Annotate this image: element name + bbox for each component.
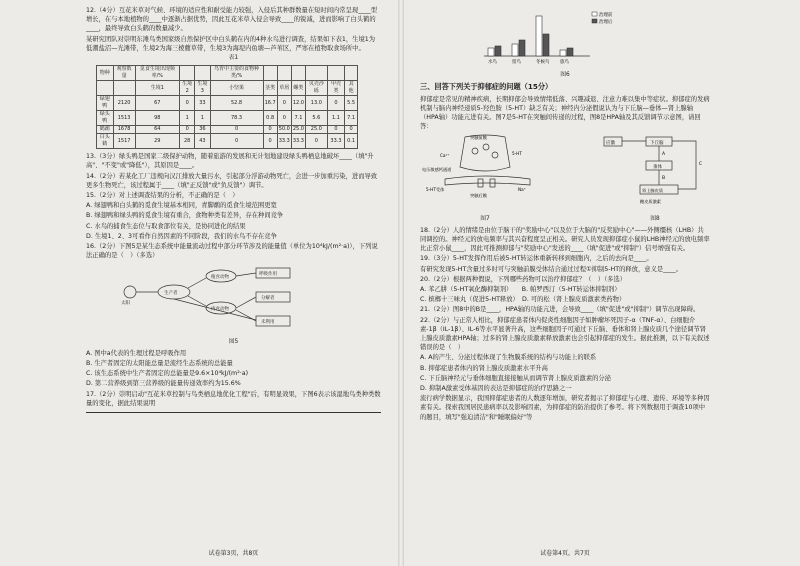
table-cell: 0 [327, 126, 344, 134]
table-cell: 螺类 [291, 81, 305, 96]
table-cell: 0 [210, 134, 263, 149]
q13-16-line-6: D. 生境1、2、3可看作自然因素的不同阶段，我们的水鸟不存在竞争 [86, 232, 277, 240]
table-cell: 1513 [113, 111, 135, 126]
fig6-bar-before-1 [512, 44, 518, 56]
table-cell: 绿头鸭 [97, 111, 114, 126]
fig6-legend-swatch [592, 19, 597, 23]
table-row [97, 96, 358, 111]
table-row [97, 134, 358, 149]
q16-option-0: A. 图中a代表的生理过程是呼吸作用 [86, 349, 187, 357]
table-cell: 0 [210, 126, 263, 134]
table-cell: 0 [277, 96, 291, 111]
table-cell: 0 [180, 126, 195, 134]
table-cell [306, 66, 328, 81]
table-cell [195, 66, 210, 81]
fig6-bar-after-0 [495, 46, 501, 56]
table-cell: 29 [135, 134, 179, 149]
figure-8 [600, 133, 710, 223]
right-question-line-4: A. 苯乙肼（5-HT氧化酶抑制剂） B. 帕罗西汀（5-HT转运体抑制剂） [420, 286, 621, 294]
q16-option-1: B. 生产者固定的太阳能总量是流经生态系统的总能量 [86, 360, 233, 368]
table-cell: 33 [195, 96, 210, 111]
q16-option-4: 17.（2分）崇明启动"互花米草控制与鸟类栖息地优化工程"后，有明显效果，下图6表示该湿地鸟类种类数量的变化，据此结果说明 [86, 390, 381, 407]
right-question-line-6: 21.（2分）图8中的B是____，HPA轴的功能亢进，会导致____（填"促进"或"抑制"）调节出现障碍。 [420, 306, 700, 314]
right-question-line-10: C. 下丘脑神经元与垂体细胞直接接触从而调节肾上腺皮质激素的分泌 [420, 374, 612, 382]
table-cell [327, 66, 344, 81]
fig5-label-decomposer: 分解者 [261, 296, 275, 302]
table-cell: 7.1 [345, 111, 358, 126]
fig5-label-herbivore: 植食动物 [211, 275, 229, 281]
table-cell: 0 [180, 96, 195, 111]
page-fold [398, 0, 404, 566]
right-page-footer: 试卷第4页，共7页 [540, 549, 590, 557]
table-cell [113, 81, 135, 96]
answer-line [86, 412, 381, 413]
table-1-caption: 表1 [228, 55, 239, 62]
figure-6-chart [480, 8, 630, 68]
table-cell: 43 [195, 134, 210, 149]
fig8-label-b: B [662, 176, 666, 182]
fig7-label-calcium: Ca²⁺ [440, 153, 450, 159]
q16-option-2: C. 该生态系统中生产者固定的总能量是9.6×10⁴kJ/(m²·a) [86, 370, 249, 378]
section-intro: 抑郁症是常见的精神疾病，长期抑郁会导致情绪低落、兴趣减退、注意力难以集中等症状。抑郁症的发病机制与脑内神经递质5-羟色胺（5-HT）缺乏有关；神经内分泌假说认为与下丘脑—垂体—肾上腺轴（HPA轴）功能亢进有关。图7是5-HT在突触间传递的过程，图8是HPA轴及其反馈调节示意图，请回答： [420, 95, 710, 131]
fig6-legend-label: 治理前 [599, 13, 613, 18]
table-cell: 33.3 [327, 134, 344, 149]
right-question-line-0: 18.（2分）人的情绪是由位于脑干的"奖励中心"以及位于大脑的"反奖励中心"——外侧缰核（LHB）共同调控的。神经元的放电频率与其兴奋程度呈正相关。研究人员发现抑郁症小鼠的LHB神经元的放电频率比正常小鼠____，因此可推测抑郁与"奖励中心"发送的____（填"促进"或"抑制"）信号增强有关。 [420, 226, 710, 253]
right-question-line-11: D. 抑制A激素受体基因的表达是抑郁症的治疗思路之一 [420, 385, 572, 393]
table-cell: 生境3 [195, 81, 210, 96]
fig6-legend-swatch [592, 12, 597, 16]
table-cell: 绿翅鸭 [97, 96, 114, 111]
table-cell: 观察数量 [113, 66, 135, 81]
table-cell: 2120 [113, 96, 135, 111]
fig5-label-respiration: 呼吸作用 [259, 272, 277, 278]
table-cell: 0 [277, 111, 291, 126]
figure-8-caption: 图8 [650, 215, 660, 222]
fig5-label-unused: 未利用 [261, 320, 275, 326]
table-row [97, 81, 358, 96]
fig8-label-stress: 应激 [606, 141, 615, 147]
table-cell: 28 [180, 134, 195, 149]
table-cell: 1 [195, 111, 210, 126]
table-cell: 0 [263, 126, 277, 134]
table-cell: 7.1 [291, 111, 305, 126]
fig8-label-hypothalamus: 下丘脑 [650, 141, 664, 147]
table-cell: 12.0 [291, 96, 305, 111]
table-cell: 物种 [97, 66, 114, 81]
table-row [97, 111, 358, 126]
left-page-footer: 试卷第3页，共8页 [208, 549, 259, 557]
table-cell [345, 66, 358, 81]
fig5-label-sun: 太阳 [121, 301, 130, 307]
table-cell: 33.3 [291, 134, 305, 149]
fig8-label-adrenal: 肾上腺皮质 [642, 188, 663, 194]
table-cell: 50.0 [278, 126, 290, 133]
table-cell: 小坚果 [210, 81, 263, 96]
table-cell: 52.8 [210, 96, 263, 111]
right-question-line-3: 20.（2分）根据两种假说，下列哪些药物可以治疗抑郁症？（ ）（多选） [420, 275, 627, 283]
fig7-label-receptor: 5-HT受体 [426, 187, 445, 193]
fig6-bar-after-3 [567, 48, 573, 56]
question-16-options [86, 349, 381, 408]
table-1 [96, 65, 358, 149]
table-cell: 36 [195, 126, 210, 134]
table-cell: 25.0 [292, 126, 304, 133]
fig6-bar-before-2 [536, 16, 542, 56]
table-cell: 1517 [113, 134, 135, 149]
table-cell: 贝壳沙砾 [306, 81, 328, 96]
table-cell: 0 [263, 134, 277, 149]
figure-5 [86, 262, 381, 346]
table-cell: 生境1 [135, 81, 179, 96]
table-cell: 1 [180, 111, 195, 126]
q16-option-3: D. 第二营养级到第三营养级的能量传递效率约为15.6% [86, 380, 241, 388]
table-cell: 0 [327, 96, 344, 111]
table-cell [180, 66, 195, 81]
table-cell: 98 [135, 111, 179, 126]
table-cell: 1.1 [327, 111, 344, 126]
q13-16-line-7: 16.（2分）下图5是某生态系统中能量流动过程中部分环节涉及的能量值（单位为10⁴kJ/(m²·a)），下列说法正确的是（ ）（多选） [86, 243, 378, 260]
table-cell: 草屑 [277, 81, 291, 96]
table-cell: 0 [345, 126, 358, 134]
table-cell: 78.3 [210, 111, 263, 126]
right-question-line-2: 有研究发现5-HT含量过多时可与突触前膜受体结合通过过程①抑制5-HT的释放，意义是____。 [420, 265, 683, 273]
table-cell [263, 66, 277, 81]
table-row [97, 126, 358, 134]
fig7-label-postsynaptic: 突触后膜 [470, 193, 487, 199]
fig6-category-label: 旅鸟 [560, 60, 569, 65]
right-page [420, 6, 710, 558]
table-cell: 0.1 [345, 134, 358, 149]
table-cell: 生境2 [180, 81, 195, 96]
table-cell: 67 [135, 96, 179, 111]
table-cell: 25.0 [306, 126, 328, 134]
fig6-bar-before-0 [488, 48, 494, 56]
fig6-bar-after-2 [543, 34, 549, 56]
right-question-line-7: 22.（2分）与正常人相比，抑郁症患者体内促炎性细胞因子如肿瘤坏死因子-α（TNF-α）、白细胞介素-1β（IL-1β）、IL-6等水平显著升高，这些细胞因子可通过下丘脑、垂体和肾上腺皮质几个途径调节肾上腺皮质激素HPA轴；过多的肾上腺皮质激素释放激素也会引起抑郁症的发生。据此推测，以下有关叙述错误的是（ ） [420, 316, 710, 352]
q13-16-line-0: 13.（3分）绿头鸭是国家二级保护动物，随着旅游的发展和无计划地建设绿头鸭栖息地破坏____（填"升高"、"不变"或"降低"），其原因是____。 [86, 153, 374, 170]
table-cell: 其他 [345, 81, 358, 96]
q13-16-line-3: A. 绿翅鸭和白头鹤的觅食生境基本相同，青脚鹬的觅食生境范围更宽 [86, 202, 277, 210]
table-cell: 33.3 [277, 134, 291, 149]
figure-6 [420, 8, 710, 80]
table-row [97, 66, 358, 81]
fig8-label-glucocorticoid: 糖皮质激素 [640, 199, 661, 205]
fig6-category-label: 留鸟 [512, 60, 521, 65]
questions-18-22 [420, 226, 710, 422]
table-cell: 0 [306, 134, 328, 149]
figure-6-caption: 图6 [560, 72, 570, 79]
fig6-category-label: 冬候鸟 [536, 60, 550, 65]
figure-7-caption: 图7 [480, 215, 490, 222]
table-cell: 鹤鹬 [97, 126, 114, 134]
table-cell: 5.5 [345, 96, 358, 111]
q13-16-line-5: C. 水鸟的捕食生态位与取食部位有关，是协同进化的结果 [86, 222, 246, 230]
table-cell: 鸟胃中主要的食物种类/% [210, 66, 263, 81]
question-12 [86, 6, 381, 53]
section-title: 三、回答下列关于抑郁症的问题（15分） [420, 82, 553, 92]
table-cell: 茎类 [263, 81, 277, 96]
table-cell: 甲壳类 [327, 81, 344, 96]
fig7-label-calcium-channel: 电压敏感钙通道 [422, 167, 452, 173]
fig6-legend-label: 治理后 [599, 20, 613, 25]
left-page [86, 6, 381, 558]
right-question-line-12: 流行病学数据显示，我国抑郁症患者的人数逐年增加，研究者揭示了抑郁症与心理、遗传、环境等多种因素有关。探索我国居民患病率以及影响因素，为抑郁症的防治提供了参考。将下列数据用于调查10项中的题目，填写"强迫清洁"和"睡眠偏好"等 [420, 395, 710, 421]
fig7-label-5ht: 5-HT [512, 151, 522, 157]
fig6-bar-before-3 [560, 50, 566, 56]
table-cell: 5.6 [306, 111, 328, 126]
q13-16-line-2: 15.（2分）对上述调查结果的分析，不正确的是（ ） [86, 192, 239, 200]
q13-16-line-4: B. 绿翅鸭和绿头鸭的觅食生境有重合，食物种类有差异，存在种间竞争 [86, 212, 284, 220]
table-cell: 16.7 [263, 96, 277, 111]
table-cell: 64 [135, 126, 179, 134]
fig6-category-label: 水鸟 [488, 60, 497, 65]
fig8-label-a: A [662, 152, 666, 158]
fig5-label-producer: 生产者 [164, 291, 178, 297]
table-cell: 0.8 [263, 111, 277, 126]
table-cell: 13.0 [306, 96, 328, 111]
fig8-label-pituitary: 垂体 [653, 165, 662, 171]
figures-7-8 [420, 133, 710, 223]
fig8-label-c: C [699, 162, 703, 168]
figure-7 [420, 133, 550, 223]
fig5-label-carnivore: 肉食动物 [211, 307, 229, 313]
right-question-line-8: A. A的产生、分泌过程体现了生物膜系统的结构与功能上的联系 [420, 354, 597, 362]
figure-5-caption: 图5 [228, 338, 239, 345]
fig6-bar-after-1 [519, 40, 525, 56]
fig7-label-sodium: Na⁺ [518, 187, 526, 193]
table-cell [277, 66, 291, 81]
questions-13-16 [86, 152, 381, 260]
right-question-line-9: B. 抑郁症患者体内的肾上腺皮质激素水平升高 [420, 364, 548, 372]
table-cell: 1678 [113, 126, 135, 134]
table-cell: 觅食生境出现频率/% [135, 66, 179, 81]
right-question-line-5: C. 槟榔十三味丸（促进5-HT释放） D. 可的松（肾上腺皮质激素类药物） [420, 296, 626, 304]
table-cell [97, 81, 114, 96]
q12-paragraph-1: 某研究团队对崇明东滩鸟类国家级自然保护区中白头鹤在内的4种水鸟进行调查，结果如下表1，生境1为低潮盐沼—光滩带，生境2为海三棱藨草带，生境3为海堤内鱼塘—芦苇区，严寒在植物取食场所中。 [86, 35, 376, 52]
q12-paragraph-0: 12.（4分）互花米草对气候、环境的适应性和耐受能力较强，入侵后其种群数量在短时间内常呈现____型增长，在与本地植物的____中逐渐占据优势，因此互花米草入侵会导致____的锐减，进而影响了白头鹤的____，最终导致白头鹤的数量减少。 [86, 7, 378, 33]
table-cell [291, 66, 305, 81]
fig7-label-presynaptic: 突触前膜 [470, 135, 487, 141]
right-question-line-1: 19.（3分）5-HT发挥作用后被5-HT转运体重新转移到细胞内，之后的去向是____。 [420, 255, 653, 263]
q13-16-line-1: 14.（2分）若某化工厂违规向汉江排放大量污水，引起部分浮游动物死亡，会进一步加重污染，进而导致更多生物死亡，该过程属于____（填"正反馈"或"负反馈"）调节。 [86, 172, 378, 189]
table-cell: 白头鹤 [97, 134, 114, 149]
